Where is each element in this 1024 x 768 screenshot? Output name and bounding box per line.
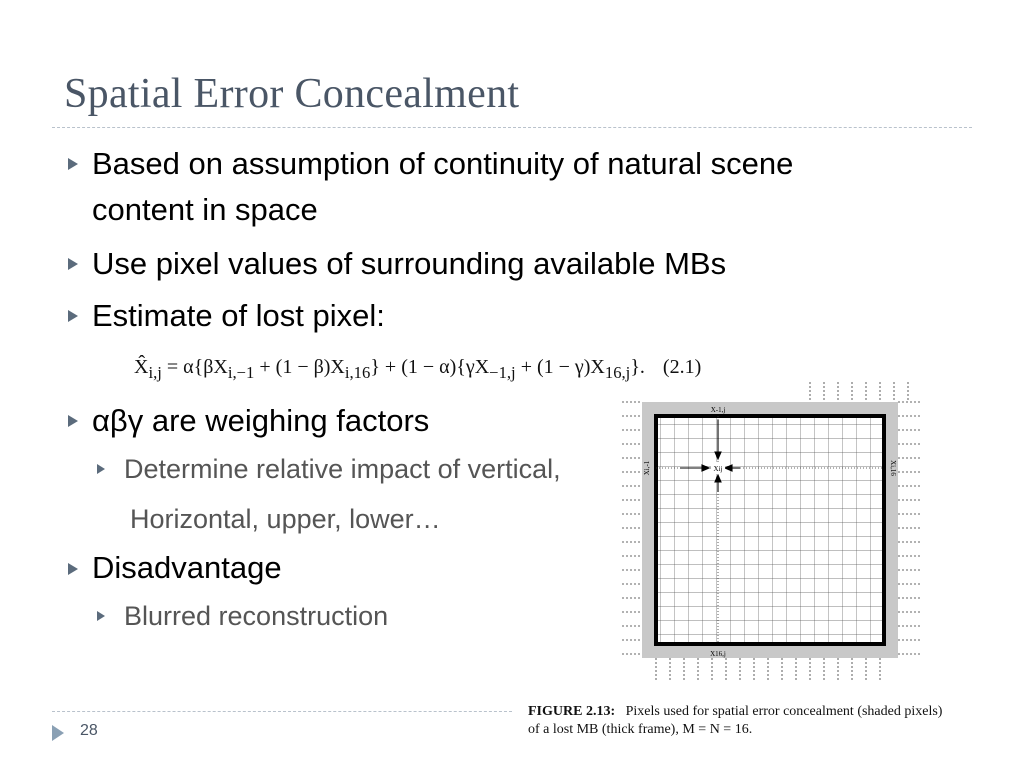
pixel-grid [656, 416, 884, 644]
caption-line-1: Pixels used for spatial error concealment (shaded pixels) [625, 704, 943, 719]
bullet-text: Based on assumption of continuity of natural scene [92, 146, 794, 181]
bullet-arrow-icon [66, 414, 80, 428]
caption-label: FIGURE 2.13: [528, 704, 616, 719]
equation-number: (2.1) [662, 356, 702, 378]
footer-divider [52, 711, 512, 712]
sub-bullet-arrow-icon [96, 610, 106, 622]
sub-bullet-text: Blurred reconstruction [124, 601, 389, 631]
bullet-text: αβγ are weighing factors [92, 403, 430, 438]
page-number: 28 [80, 722, 98, 739]
bullet-text-continued: content in space [92, 192, 318, 227]
sub-bullet-text: Determine relative impact of vertical, [124, 454, 561, 484]
caption-line-2: of a lost MB (thick frame), M = N = 16. [528, 722, 753, 737]
bullet-arrow-icon [66, 562, 80, 576]
bullet-arrow-icon [66, 157, 80, 171]
center-pixel-label: Xij [713, 465, 723, 473]
bullet-text: Disadvantage [92, 550, 282, 585]
title-divider [52, 127, 972, 128]
footer-arrow-icon [50, 724, 66, 747]
macroblock-figure [618, 382, 922, 682]
sub-bullet-arrow-icon [96, 463, 106, 475]
slide-title: Spatial Error Concealment [64, 71, 520, 117]
top-label: X-1,j [710, 406, 726, 414]
bullet-arrow-icon [66, 257, 80, 271]
bottom-label: X16,j [710, 650, 726, 658]
bullet-text: Use pixel values of surrounding available MBs [92, 246, 727, 281]
right-label: Xi,16 [889, 460, 897, 476]
left-label: Xi,-1 [643, 460, 651, 476]
bullet-arrow-icon [66, 309, 80, 323]
bullet-text: Estimate of lost pixel: [92, 298, 385, 333]
equation-2-1: $X̂_{i,j} = \alpha\{\beta X_{i,-1} + (1 - \beta)X_{i,16}\} + (1 - \alpha)\{\gamma X_{-1,j} + (1 - \gamma)X_{16,j}\}$. (2.1) [134, 356, 702, 382]
sub-bullet-text-continued: Horizontal, upper, lower… [130, 504, 441, 534]
figure-caption [528, 703, 942, 739]
